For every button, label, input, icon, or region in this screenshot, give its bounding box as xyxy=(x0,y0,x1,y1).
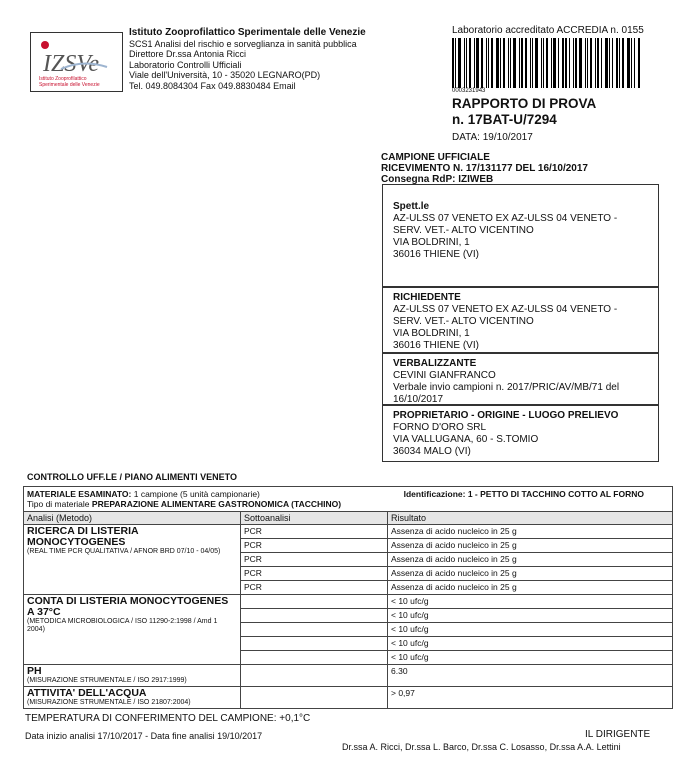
address-line: AZ-ULSS 07 VENETO EX AZ-ULSS 04 VENETO - xyxy=(393,304,618,315)
owner-line: FORNO D'ORO SRL xyxy=(393,422,487,433)
signatories: Dr.ssa A. Ricci, Dr.ssa L. Barco, Dr.ssa C. Losasso, Dr.ssa A.A. Lettini xyxy=(342,742,621,752)
svg-text:Istituto Zooprofilattico: Istituto Zooprofilattico xyxy=(39,76,87,82)
barcode-bar xyxy=(627,38,630,88)
result-cell: < 10 ufc/g xyxy=(388,637,673,651)
subanalysis-cell: PCR xyxy=(241,567,388,581)
barcode-bar xyxy=(609,38,610,88)
barcode-bar xyxy=(455,38,456,88)
subanalysis-cell: PCR xyxy=(241,581,388,595)
result-cell: Assenza di acido nucleico in 25 g xyxy=(388,525,673,539)
barcode-bar xyxy=(496,38,499,88)
barcode-bar xyxy=(452,38,454,88)
barcode-bar xyxy=(500,38,501,88)
barcode-bar xyxy=(558,38,559,88)
result-cell: < 10 ufc/g xyxy=(388,623,673,637)
verbalizer-box xyxy=(382,353,659,405)
barcode-bar xyxy=(491,38,493,88)
subanalysis-cell xyxy=(241,687,388,709)
barcode-bar xyxy=(590,38,592,88)
barcode-bar xyxy=(612,38,613,88)
institute-logo xyxy=(30,32,123,92)
result-cell: Assenza di acido nucleico in 25 g xyxy=(388,581,673,595)
analysis-name: RICERCA DI LISTERIA MONOCYTOGENES xyxy=(27,525,139,548)
header-line: SCS1 Analisi del rischio e sorveglianza in sanità pubblica xyxy=(129,38,357,49)
receipt-info: RICEVIMENTO N. 17/131177 DEL 16/10/2017 xyxy=(381,163,588,174)
report-number: n. 17BAT-U/7294 xyxy=(452,112,557,127)
barcode-bar xyxy=(508,38,509,88)
barcode xyxy=(452,38,662,88)
header-line: Laboratorio Controlli Ufficiali xyxy=(129,59,242,70)
institute-header xyxy=(129,28,399,91)
barcode-bar xyxy=(638,38,640,88)
result-cell: 6.30 xyxy=(388,665,673,687)
table-row xyxy=(24,525,673,539)
svg-text:Sperimentale delle Venezie: Sperimentale delle Venezie xyxy=(39,82,100,88)
address-line: AZ-ULSS 07 VENETO EX AZ-ULSS 04 VENETO - xyxy=(393,213,618,224)
verbalizer-label: VERBALIZZANTE xyxy=(393,358,477,369)
header-line: Viale dell'Università, 10 - 35020 LEGNARO(PD) xyxy=(129,70,321,80)
barcode-bar xyxy=(575,38,577,88)
analysis-cell xyxy=(24,687,241,709)
barcode-bar xyxy=(616,38,618,88)
barcode-bar xyxy=(551,38,552,88)
owner-line: VIA VALLUGANA, 60 - S.TOMIO xyxy=(393,434,539,445)
barcode-bar xyxy=(573,38,574,88)
address-line: 36016 THIENE (VI) xyxy=(393,340,479,351)
analysis-name: PH xyxy=(27,665,42,677)
table-row xyxy=(24,687,673,709)
barcode-bar xyxy=(488,38,489,88)
result-cell: > 0,97 xyxy=(388,687,673,709)
barcode-bar xyxy=(513,38,516,88)
material-label: MATERIALE ESAMINATO: xyxy=(27,489,132,499)
barcode-bar xyxy=(546,38,548,88)
accreditation-text: Laboratorio accreditato ACCREDIA n. 0155 xyxy=(452,25,644,36)
barcode-bar xyxy=(579,38,582,88)
report-title: RAPPORTO DI PROVA xyxy=(452,96,597,111)
barcode-bar xyxy=(525,38,527,88)
owner-line: 36034 MALO (VI) xyxy=(393,446,471,457)
header-line: Direttore Dr.ssa Antonia Ricci xyxy=(129,49,247,59)
result-cell: Assenza di acido nucleico in 25 g xyxy=(388,553,673,567)
temperature-text: TEMPERATURA DI CONFERIMENTO DEL CAMPIONE: +0,1°C xyxy=(25,713,311,724)
analysis-method: (REAL TIME PCR QUALITATIVA / AFNOR BRD 07/10 - 04/05) xyxy=(27,548,221,555)
table-row xyxy=(24,595,673,609)
verbalizer-line: CEVINI GIANFRANCO xyxy=(393,370,496,381)
owner-label: PROPRIETARIO - ORIGINE - LUOGO PRELIEVO xyxy=(393,410,619,421)
subanalysis-cell: PCR xyxy=(241,539,388,553)
subanalysis-cell xyxy=(241,623,388,637)
subanalysis-cell xyxy=(241,651,388,665)
barcode-bar xyxy=(521,38,523,88)
izsve-logo-mark xyxy=(31,33,122,91)
recipient-box xyxy=(382,184,659,287)
header-subanalysis: Sottoanalisi xyxy=(241,512,388,525)
barcode-bar xyxy=(631,38,632,88)
result-cell: < 10 ufc/g xyxy=(388,609,673,623)
analysis-table xyxy=(23,486,673,709)
barcode-bar xyxy=(535,38,538,88)
subanalysis-cell: PCR xyxy=(241,553,388,567)
table-row xyxy=(24,665,673,687)
analysis-cell xyxy=(24,525,241,595)
owner-box xyxy=(382,405,659,462)
recipient-label: Spett.le xyxy=(393,201,430,212)
barcode-bar xyxy=(541,38,542,88)
barcode-bar xyxy=(601,38,602,88)
barcode-bar xyxy=(481,38,483,88)
identification-label: Identificazione: xyxy=(403,489,466,499)
barcode-bar xyxy=(597,38,599,88)
verbalizer-line: Verbale invio campioni n. 2017/PRIC/AV/MB/71 del xyxy=(393,382,620,393)
barcode-bar xyxy=(464,38,465,88)
result-cell: Assenza di acido nucleico in 25 g xyxy=(388,539,673,553)
barcode-bar xyxy=(622,38,624,88)
header-result: Risultato xyxy=(388,512,673,525)
director-label: IL DIRIGENTE xyxy=(585,729,651,740)
result-cell: < 10 ufc/g xyxy=(388,651,673,665)
subanalysis-cell xyxy=(241,595,388,609)
analysis-dates: Data inizio analisi 17/10/2017 - Data fine analisi 19/10/2017 xyxy=(25,731,263,741)
barcode-bar xyxy=(503,38,505,88)
barcode-bar xyxy=(458,38,461,88)
requester-label: RICHIEDENTE xyxy=(393,292,461,303)
barcode-bar xyxy=(543,38,544,88)
barcode-number: 0003231943 xyxy=(452,88,486,94)
subanalysis-cell: PCR xyxy=(241,525,388,539)
analysis-cell xyxy=(24,665,241,687)
analysis-name: CONTA DI LISTERIA MONOCYTOGENES A 37°C xyxy=(27,595,229,618)
analysis-method: (MISURAZIONE STRUMENTALE / ISO 21807:2004) xyxy=(27,699,191,706)
verbalizer-line: 16/10/2017 xyxy=(393,394,444,405)
analysis-name: ATTIVITA' DELL'ACQUA xyxy=(27,687,147,699)
barcode-bar xyxy=(634,38,635,88)
material-row xyxy=(24,487,673,512)
table-header-row xyxy=(24,512,673,525)
analysis-cell xyxy=(24,595,241,665)
sample-type: CAMPIONE UFFICIALE xyxy=(381,152,490,163)
barcode-bar xyxy=(562,38,564,88)
barcode-bar xyxy=(587,38,588,88)
control-title: CONTROLLO UFF.LE / PIANO ALIMENTI VENETO xyxy=(27,472,238,482)
barcode-bar xyxy=(476,38,479,88)
address-line: VIA BOLDRINI, 1 xyxy=(393,237,470,248)
material-type-label: Tipo di materiale xyxy=(27,499,90,509)
material-value: 1 campione (5 unità campionarie) xyxy=(133,489,260,499)
barcode-bar xyxy=(605,38,608,88)
barcode-bar xyxy=(553,38,556,88)
barcode-bar xyxy=(466,38,467,88)
barcode-bar xyxy=(569,38,570,88)
barcode-bar xyxy=(585,38,586,88)
address-line: 36016 THIENE (VI) xyxy=(393,249,479,260)
barcode-bar xyxy=(565,38,567,88)
institute-name: Istituto Zooprofilattico Sperimentale delle Venezie xyxy=(129,27,366,38)
address-line: SERV. VET.- ALTO VICENTINO xyxy=(393,225,534,236)
barcode-bar xyxy=(595,38,596,88)
address-line: SERV. VET.- ALTO VICENTINO xyxy=(393,316,534,327)
barcode-bar xyxy=(486,38,487,88)
barcode-bar xyxy=(474,38,475,88)
analysis-method: (MISURAZIONE STRUMENTALE / ISO 2917:1999) xyxy=(27,677,187,684)
result-cell: Assenza di acido nucleico in 25 g xyxy=(388,567,673,581)
identification-value: 1 - PETTO DI TACCHINO COTTO AL FORNO xyxy=(467,489,644,499)
material-type-value: PREPARAZIONE ALIMENTARE GASTRONOMICA (TACCHINO) xyxy=(91,499,342,509)
requester-box xyxy=(382,287,659,353)
sample-info xyxy=(381,152,588,185)
header-analysis: Analisi (Metodo) xyxy=(24,512,241,525)
subanalysis-cell xyxy=(241,637,388,651)
barcode-bar xyxy=(532,38,533,88)
barcode-bar xyxy=(519,38,520,88)
header-line: Tel. 049.8084304 Fax 049.8830484 Email xyxy=(129,80,296,91)
subanalysis-cell xyxy=(241,609,388,623)
barcode-bar xyxy=(619,38,620,88)
analysis-method: (METODICA MICROBIOLOGICA / ISO 11290-2:1998 / Amd 1 2004) xyxy=(27,618,218,633)
barcode-bar xyxy=(530,38,531,88)
report-date: DATA: 19/10/2017 xyxy=(452,132,533,143)
delivery-info: Consegna RdP: IZIWEB xyxy=(381,174,494,185)
barcode-bar xyxy=(469,38,471,88)
svg-text:IZSVe: IZSVe xyxy=(43,51,99,77)
barcode-bar xyxy=(510,38,511,88)
subanalysis-cell xyxy=(241,665,388,687)
result-cell: < 10 ufc/g xyxy=(388,595,673,609)
address-line: VIA BOLDRINI, 1 xyxy=(393,328,470,339)
